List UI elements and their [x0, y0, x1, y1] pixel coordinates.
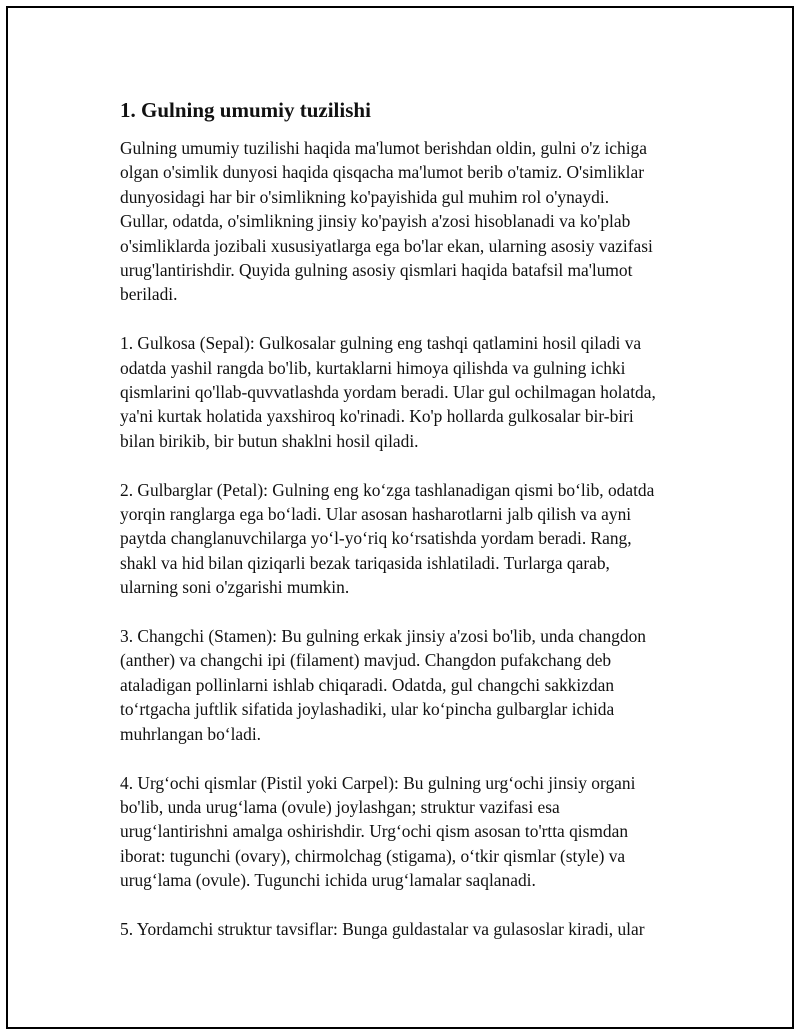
body-paragraph	[120, 917, 700, 941]
paragraph-line: paytda changlanuvchilarga yo‘l-yo‘riq ko‘rsatishda yordam beradi. Rang,	[120, 528, 632, 549]
paragraph-line: 5. Yordamchi struktur tavsiflar: Bunga guldastalar va gulasoslar kiradi, ular	[120, 918, 645, 939]
paragraph-line: dunyosidagi har bir o'simlikning ko'payishida gul muhim rol o'ynaydi.	[120, 186, 610, 207]
body-paragraph	[120, 331, 700, 453]
paragraph-line: ularning soni o'zgarishi mumkin.	[120, 577, 350, 598]
paragraph-line: urug'lantirishdir. Quyida gulning asosiy qismlari haqida batafsil ma'lumot	[120, 260, 633, 281]
paragraph-line: Gullar, odatda, o'simlikning jinsiy ko'payish a'zosi hisoblanadi va ko'plab	[120, 211, 631, 232]
paragraph-line: 2. Gulbarglar (Petal): Gulning eng ko‘zga tashlanadigan qismi bo‘lib, odatda	[120, 479, 655, 500]
body-paragraph	[120, 624, 700, 746]
paragraph-line: bo'lib, unda urug‘lama (ovule) joylashgan; struktur vazifasi esa	[120, 796, 560, 817]
paragraph-line: Gulning umumiy tuzilishi haqida ma'lumot berishdan oldin, gulni o'z ichiga	[120, 138, 647, 158]
paragraph-line: urug‘lama (ovule). Tugunchi ichida urug‘lamalar saqlanadi.	[120, 870, 536, 891]
body-paragraph	[120, 771, 700, 893]
paragraph-line: iborat: tugunchi (ovary), chirmolchag (stigama), o‘tkir qismlar (style) va	[120, 845, 626, 866]
paragraph-line: qismlarini qo'llab-quvvatlashda yordam beradi. Ular gul ochilmagan holatda,	[120, 382, 656, 403]
paragraph-line: beriladi.	[120, 284, 178, 305]
paragraph-line: ya'ni kurtak holatida yaxshiroq ko'rinadi. Ko'p hollarda gulkosalar bir-biri	[120, 406, 634, 427]
body-paragraph	[120, 136, 700, 307]
paragraph-line: bilan birikib, bir butun shaklni hosil qiladi.	[120, 430, 419, 451]
document-body	[120, 96, 700, 966]
paragraph-line: (anther) va changchi ipi (filament) mavjud. Changdon pufakchang deb	[120, 650, 612, 671]
paragraph-line: ataladigan pollinlarni ishlab chiqaradi. Odatda, gul changchi sakkizdan	[120, 674, 615, 695]
paragraph-line: odatda yashil rangda bo'lib, kurtaklarni himoya qilishda va gulning ichki	[120, 357, 626, 378]
paragraph-line: to‘rtgacha juftlik sifatida joylashadiki, ular ko‘pincha gulbarglar ichida	[120, 699, 615, 720]
paragraph-container	[120, 136, 700, 941]
paragraph-line: o'simliklarda jozibali xususiyatlarga ega bo'lar ekan, ularning asosiy vazifasi	[120, 235, 653, 256]
paragraph-line: muhrlangan bo‘ladi.	[120, 723, 262, 744]
paragraph-line: urug‘lantirishni amalga oshirishdir. Urg‘ochi qism asosan to'rtta qismdan	[120, 821, 629, 842]
body-paragraph	[120, 478, 700, 600]
paragraph-line: 1. Gulkosa (Sepal): Gulkosalar gulning eng tashqi qatlamini hosil qiladi va	[120, 333, 642, 354]
paragraph-line: yorqin ranglarga ega bo‘ladi. Ular asosan hasharotlarni jalb qilish va ayni	[120, 504, 632, 525]
section-heading: 1. Gulning umumiy tuzilishi	[120, 98, 371, 122]
paragraph-line: olgan o'simlik dunyosi haqida qisqacha ma'lumot berib o'tamiz. O'simliklar	[120, 162, 645, 183]
paragraph-line: shakl va hid bilan qiziqarli bezak tariqasida ishlatiladi. Turlarga qarab,	[120, 552, 610, 573]
paragraph-line: 3. Changchi (Stamen): Bu gulning erkak jinsiy a'zosi bo'lib, unda changdon	[120, 626, 646, 647]
page-frame	[6, 6, 794, 1029]
paragraph-line: 4. Urg‘ochi qismlar (Pistil yoki Carpel): Bu gulning urg‘ochi jinsiy organi	[120, 772, 636, 793]
